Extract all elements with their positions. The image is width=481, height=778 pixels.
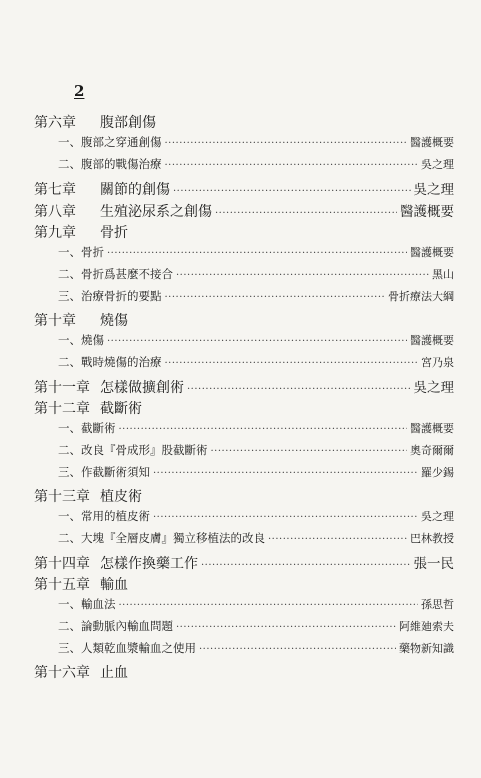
table-of-contents xyxy=(34,112,454,684)
entry-number: 二、 xyxy=(58,531,81,545)
entry-author: 醫護概要 xyxy=(410,334,454,347)
chapter-title: 植皮術 xyxy=(100,489,142,505)
dot-leader xyxy=(215,208,397,219)
entry-author: 巴林教授 xyxy=(410,532,454,545)
entry-title: 燒傷 xyxy=(81,333,104,347)
toc-entry-row xyxy=(34,354,454,376)
entry-author: 醫護概要 xyxy=(410,136,454,149)
entry-number: 三、 xyxy=(58,465,81,479)
chapter-title: 腹部創傷 xyxy=(100,115,156,131)
toc-chapter-row xyxy=(34,112,454,134)
toc-entry-row xyxy=(34,530,454,552)
dot-leader xyxy=(211,446,408,457)
toc-chapter-row xyxy=(34,486,454,508)
chapter-label: 第十五章 xyxy=(34,577,90,593)
entry-number: 一、 xyxy=(58,421,81,435)
toc-chapter-row xyxy=(34,552,454,574)
toc-entry-row xyxy=(34,442,454,464)
toc-chapter-row xyxy=(34,376,454,398)
entry-number: 一、 xyxy=(58,245,81,259)
dot-leader xyxy=(165,358,419,369)
entry-author: 孫思哲 xyxy=(421,598,454,611)
chapter-title: 骨折 xyxy=(100,225,128,241)
chapter-title: 生殖泌尿系之創傷 xyxy=(100,204,212,220)
entry-title: 輸血法 xyxy=(81,597,116,611)
toc-chapter-row xyxy=(34,200,454,222)
entry-author: 骨折療法大綱 xyxy=(388,290,454,303)
entry-title: 截斷術 xyxy=(81,421,116,435)
entry-number: 二、 xyxy=(58,619,81,633)
dot-leader xyxy=(187,384,411,395)
toc-entry-row xyxy=(34,244,454,266)
chapter-label: 第六章 xyxy=(34,115,76,131)
entry-author: 阿維廸索夫 xyxy=(399,620,454,633)
entry-title: 作截斷術須知 xyxy=(81,465,150,479)
entry-number: 三、 xyxy=(58,641,81,655)
chapter-label: 第十三章 xyxy=(34,489,90,505)
dot-leader xyxy=(176,270,429,281)
entry-author: 吳之理 xyxy=(413,182,454,198)
entry-number: 二、 xyxy=(58,157,81,171)
chapter-title: 怎樣作換藥工作 xyxy=(100,556,198,572)
entry-number: 一、 xyxy=(58,333,81,347)
dot-leader xyxy=(153,512,418,523)
dot-leader xyxy=(107,248,407,259)
chapter-title: 怎樣做擴創術 xyxy=(100,380,184,396)
chapter-label: 第十六章 xyxy=(34,665,90,681)
entry-title: 大塊『全層皮膚』獨立移植法的改良 xyxy=(81,531,265,545)
entry-number: 一、 xyxy=(58,509,81,523)
toc-entry-row xyxy=(34,288,454,310)
toc-entry-row xyxy=(34,332,454,354)
entry-author: 吳之理 xyxy=(421,158,454,171)
chapter-label: 第八章 xyxy=(34,204,76,220)
dot-leader xyxy=(119,424,408,435)
chapter-title: 輸血 xyxy=(100,577,128,593)
chapter-label: 第十二章 xyxy=(34,401,90,417)
toc-entry-row xyxy=(34,134,454,156)
entry-author: 吳之理 xyxy=(413,380,454,396)
toc-chapter-row xyxy=(34,178,454,200)
chapter-label: 第九章 xyxy=(34,225,76,241)
dot-leader xyxy=(199,644,396,655)
dot-leader xyxy=(165,292,386,303)
entry-title: 腹部之穿通創傷 xyxy=(81,135,162,149)
entry-title: 戰時燒傷的治療 xyxy=(81,355,162,369)
toc-chapter-row xyxy=(34,574,454,596)
entry-author: 吳之理 xyxy=(421,510,454,523)
toc-entry-row xyxy=(34,156,454,178)
dot-leader xyxy=(107,336,407,347)
toc-entry-row xyxy=(34,464,454,486)
entry-author: 羅少錫 xyxy=(421,466,454,479)
entry-title: 骨折爲甚麼不接合 xyxy=(81,267,173,281)
toc-chapter-row xyxy=(34,662,454,684)
chapter-label: 第七章 xyxy=(34,182,76,198)
entry-title: 論動脈內輸血問題 xyxy=(81,619,173,633)
dot-leader xyxy=(165,138,408,149)
chapter-label: 第十四章 xyxy=(34,556,90,572)
entry-author: 醫護概要 xyxy=(400,204,454,220)
entry-number: 一、 xyxy=(58,597,81,611)
entry-number: 二、 xyxy=(58,355,81,369)
toc-entry-row xyxy=(34,596,454,618)
chapter-title: 燒傷 xyxy=(100,313,128,329)
toc-entry-row xyxy=(34,508,454,530)
entry-author: 醫護概要 xyxy=(410,246,454,259)
entry-title: 常用的植皮術 xyxy=(81,509,150,523)
entry-author: 奧奇爾爾 xyxy=(410,444,454,457)
dot-leader xyxy=(173,186,411,197)
entry-author: 宮乃泉 xyxy=(421,356,454,369)
dot-leader xyxy=(119,600,419,611)
chapter-label: 第十一章 xyxy=(34,380,90,396)
page-number: 2 xyxy=(74,82,85,100)
chapter-title: 關節的創傷 xyxy=(100,182,170,198)
toc-entry-row xyxy=(34,618,454,640)
entry-number: 三、 xyxy=(58,289,81,303)
entry-title: 骨折 xyxy=(81,245,104,259)
entry-number: 二、 xyxy=(58,267,81,281)
dot-leader xyxy=(201,560,411,571)
entry-author: 黑山 xyxy=(432,268,454,281)
entry-title: 腹部的戰傷治療 xyxy=(81,157,162,171)
toc-entry-row xyxy=(34,266,454,288)
toc-chapter-row xyxy=(34,310,454,332)
entry-title: 改良『骨成形』股截斷術 xyxy=(81,443,208,457)
toc-entry-row xyxy=(34,420,454,442)
entry-author: 藥物新知識 xyxy=(399,642,454,655)
dot-leader xyxy=(165,160,419,171)
toc-chapter-row xyxy=(34,398,454,420)
entry-author: 張一民 xyxy=(413,556,454,572)
toc-entry-row xyxy=(34,640,454,662)
dot-leader xyxy=(268,534,407,545)
chapter-title: 截斷術 xyxy=(100,401,142,417)
entry-number: 一、 xyxy=(58,135,81,149)
entry-title: 人類乾血漿輸血之使用 xyxy=(81,641,196,655)
chapter-title: 止血 xyxy=(100,665,128,681)
entry-title: 治療骨折的要點 xyxy=(81,289,162,303)
entry-author: 醫護概要 xyxy=(410,422,454,435)
chapter-label: 第十章 xyxy=(34,313,76,329)
entry-number: 二、 xyxy=(58,443,81,457)
dot-leader xyxy=(153,468,418,479)
dot-leader xyxy=(176,622,396,633)
toc-chapter-row xyxy=(34,222,454,244)
